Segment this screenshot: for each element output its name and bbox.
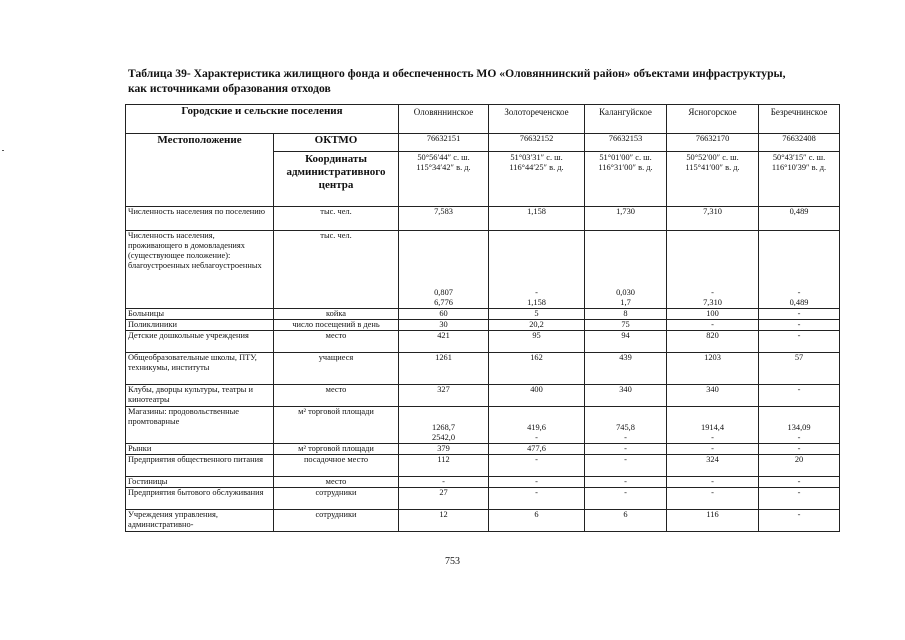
row-value: 340 <box>585 385 667 407</box>
row-unit: сотрудники <box>274 488 399 510</box>
coords-value: 50°43′15″ с. ш. 116°10′39″ в. д. <box>759 152 840 207</box>
row-label: Магазины: продовольственные промтоварные <box>126 407 274 444</box>
row-value: 324 <box>667 455 759 477</box>
row-value: 477,6 <box>489 444 585 455</box>
row-unit: койка <box>274 309 399 320</box>
row-value: - <box>759 477 840 488</box>
row-value: 820 <box>667 331 759 353</box>
row-value: 134,09 - <box>759 407 840 444</box>
row-label: Предприятия общественного питания <box>126 455 274 477</box>
row-label: Больницы <box>126 309 274 320</box>
row-value: 112 <box>399 455 489 477</box>
row-value: 5 <box>489 309 585 320</box>
row-value: - <box>667 444 759 455</box>
page-number: 753 <box>445 556 460 567</box>
table-row <box>126 231 840 309</box>
row-value: 20 <box>759 455 840 477</box>
table-row <box>126 407 840 444</box>
row-value: 27 <box>399 488 489 510</box>
oktmo-value: 76632408 <box>759 134 840 152</box>
column-name: Золотореченское <box>489 105 585 134</box>
row-value: 1261 <box>399 353 489 385</box>
row-value: - 1,158 <box>489 231 585 309</box>
row-value: 8 <box>585 309 667 320</box>
row-value: - <box>489 477 585 488</box>
row-value: 1268,7 2542,0 <box>399 407 489 444</box>
row-unit: место <box>274 477 399 488</box>
row-value: - <box>489 455 585 477</box>
row-value: 0,807 6,776 <box>399 231 489 309</box>
row-label: Клубы, дворцы культуры, театры и кинотеатры <box>126 385 274 407</box>
column-name: Безречнинское <box>759 105 840 134</box>
oktmo-value: 76632151 <box>399 134 489 152</box>
table-row <box>126 331 840 353</box>
row-value: 327 <box>399 385 489 407</box>
row-value: - <box>759 385 840 407</box>
row-value: 6 <box>585 510 667 532</box>
row-value: - <box>585 477 667 488</box>
row-value: 57 <box>759 353 840 385</box>
row-unit: сотрудники <box>274 510 399 532</box>
table-row <box>126 309 840 320</box>
row-value: 379 <box>399 444 489 455</box>
row-value: 6 <box>489 510 585 532</box>
row-unit: место <box>274 385 399 407</box>
row-value: 20,2 <box>489 320 585 331</box>
table-row <box>126 477 840 488</box>
oktmo-value: 76632152 <box>489 134 585 152</box>
row-label: Рынки <box>126 444 274 455</box>
row-value: 30 <box>399 320 489 331</box>
row-value: 100 <box>667 309 759 320</box>
row-value: - <box>489 488 585 510</box>
coords-label: Координаты административного центра <box>274 152 399 207</box>
row-value: - <box>759 309 840 320</box>
row-label: Общеобразовательные школы, ПТУ, техникумы, институты <box>126 353 274 385</box>
table-row <box>126 444 840 455</box>
row-value: 7,583 <box>399 207 489 231</box>
coords-value: 51°01′00″ с. ш. 116°31′00″ в. д. <box>585 152 667 207</box>
row-value: - <box>759 320 840 331</box>
row-value: - <box>585 455 667 477</box>
row-value: 1,158 <box>489 207 585 231</box>
header-row-oktmo <box>126 134 840 152</box>
coords-value: 50°56′44″ с. ш. 115°34′42″ в. д. <box>399 152 489 207</box>
row-value: 94 <box>585 331 667 353</box>
row-unit: место <box>274 331 399 353</box>
row-value: - <box>667 320 759 331</box>
row-value: - <box>585 444 667 455</box>
stray-mark <box>2 150 4 151</box>
row-unit: число посещений в день <box>274 320 399 331</box>
row-value: 419,6 - <box>489 407 585 444</box>
row-label: Предприятия бытового обслуживания <box>126 488 274 510</box>
row-value: 1,730 <box>585 207 667 231</box>
row-value: - <box>759 510 840 532</box>
row-value: 12 <box>399 510 489 532</box>
table-row <box>126 207 840 231</box>
row-value: - <box>759 444 840 455</box>
row-unit: м² торговой площади <box>274 444 399 455</box>
header-row-settlements <box>126 105 840 134</box>
oktmo-value: 76632170 <box>667 134 759 152</box>
coords-value: 50°52′00″ с. ш. 115°41′00″ в. д. <box>667 152 759 207</box>
row-label: Численность населения по поселению <box>126 207 274 231</box>
column-name: Калангуйское <box>585 105 667 134</box>
row-unit: учащиеся <box>274 353 399 385</box>
table-body <box>126 207 840 532</box>
table-row <box>126 488 840 510</box>
row-unit: тыс. чел. <box>274 231 399 309</box>
table-row <box>126 320 840 331</box>
table-row <box>126 510 840 532</box>
row-label: Учреждения управления, административно- <box>126 510 274 532</box>
row-value: 745,8 - <box>585 407 667 444</box>
row-value: 340 <box>667 385 759 407</box>
row-value: - <box>585 488 667 510</box>
table-title: Таблица 39- Характеристика жилищного фонда и обеспеченность МО «Оловяннинский район» объектами инфраструктуры, как источниками образования отходов <box>128 67 786 95</box>
row-value: - 0,489 <box>759 231 840 309</box>
row-value: - <box>399 477 489 488</box>
row-value: - <box>759 331 840 353</box>
oktmo-value: 76632153 <box>585 134 667 152</box>
table-row <box>126 353 840 385</box>
row-value: 162 <box>489 353 585 385</box>
row-value: 7,310 <box>667 207 759 231</box>
row-value: 116 <box>667 510 759 532</box>
table-row <box>126 385 840 407</box>
coords-value: 51°03′31″ с. ш. 116°44′25″ в. д. <box>489 152 585 207</box>
row-value: 1203 <box>667 353 759 385</box>
row-value: 439 <box>585 353 667 385</box>
row-unit: тыс. чел. <box>274 207 399 231</box>
oktmo-label: ОКТМО <box>274 134 399 152</box>
infrastructure-table <box>125 104 840 532</box>
row-value: 400 <box>489 385 585 407</box>
location-label: Местоположение <box>126 134 274 207</box>
row-label: Гостиницы <box>126 477 274 488</box>
settlements-label: Городские и сельские поселения <box>126 105 399 134</box>
row-label: Поликлиники <box>126 320 274 331</box>
row-label: Детские дошкольные учреждения <box>126 331 274 353</box>
row-value: 0,489 <box>759 207 840 231</box>
table-row <box>126 455 840 477</box>
row-label: Численность населения, проживающего в домовладениях (существующее положение): благоустроенных неблагоустроенных <box>126 231 274 309</box>
row-value: - <box>667 477 759 488</box>
column-name: Ясногорское <box>667 105 759 134</box>
row-value: - 7,310 <box>667 231 759 309</box>
row-value: 75 <box>585 320 667 331</box>
row-value: 1914,4 - <box>667 407 759 444</box>
row-unit: посадочное место <box>274 455 399 477</box>
row-value: - <box>759 488 840 510</box>
row-value: 95 <box>489 331 585 353</box>
row-value: 60 <box>399 309 489 320</box>
row-unit: м² торговой площади <box>274 407 399 444</box>
row-value: - <box>667 488 759 510</box>
row-value: 0,030 1,7 <box>585 231 667 309</box>
row-value: 421 <box>399 331 489 353</box>
column-name: Оловяннинское <box>399 105 489 134</box>
